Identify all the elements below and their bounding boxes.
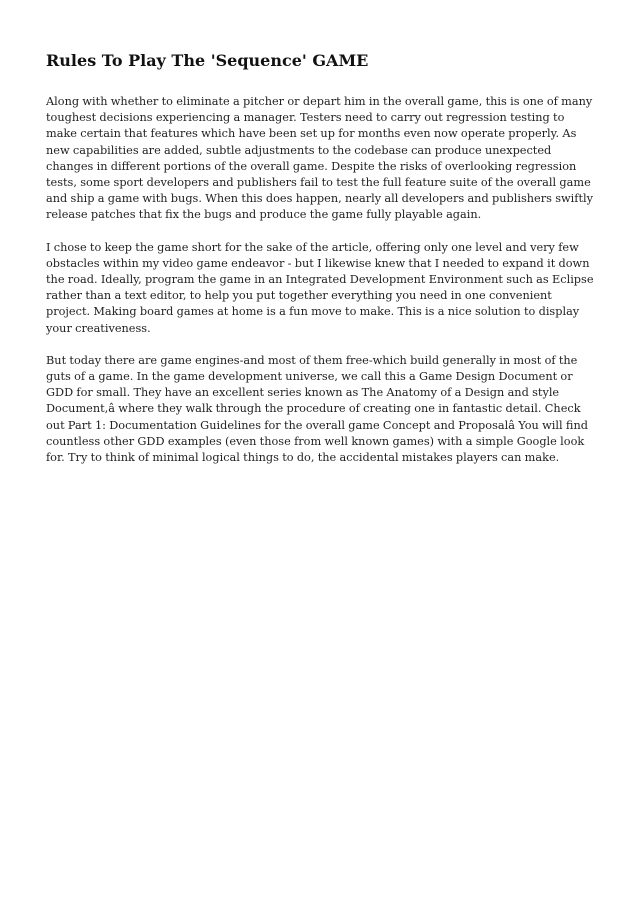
document-title: Rules To Play The 'Sequence' GAME [46,51,369,70]
document-page [46,50,598,482]
paragraph-2: I chose to keep the game short for the sake of the article, offering only one level and very few obstacles within my video game endeavor - but I likewise knew that I needed to expand it down the road. Ideally, program the game in an Integrated Development Environment such as Eclipse rather than a text editor, to help you put together everything you need in one convenient project. Making board games at home is a fun move to make. This is a nice solution to display your creativeness. [46,240,594,335]
paragraph-3: But today there are game engines-and most of them free-which build generally in most of the guts of a game. In the game development universe, we call this a Game Design Document or GDD for small. They have an excellent series known as The Anatomy of a Design and style Document,â where they walk through the procedure of creating one in fantastic detail. Check out Part 1: Documentation Guidelines for the overall game Concept and Proposalâ You will find countless other GDD examples (even those from well known games) with a simple Google look for. Try to think of minimal logical things to do, the accidental mistakes players can make. [46,353,588,465]
paragraph-1: Along with whether to eliminate a pitcher or depart him in the overall game, this is one of many toughest decisions experiencing a manager. Testers need to carry out regression testing to make certain that features which have been set up for months even now operate properly. As new capabilities are added, subtle adjustments to the codebase can produce unexpected changes in different portions of the overall game. Despite the risks of overlooking regression tests, some sport developers and publishers fail to test the full feature suite of the overall game and ship a game with bugs. When this does happen, nearly all developers and publishers swiftly release patches that fix the bugs and produce the game fully playable again. [46,95,593,222]
